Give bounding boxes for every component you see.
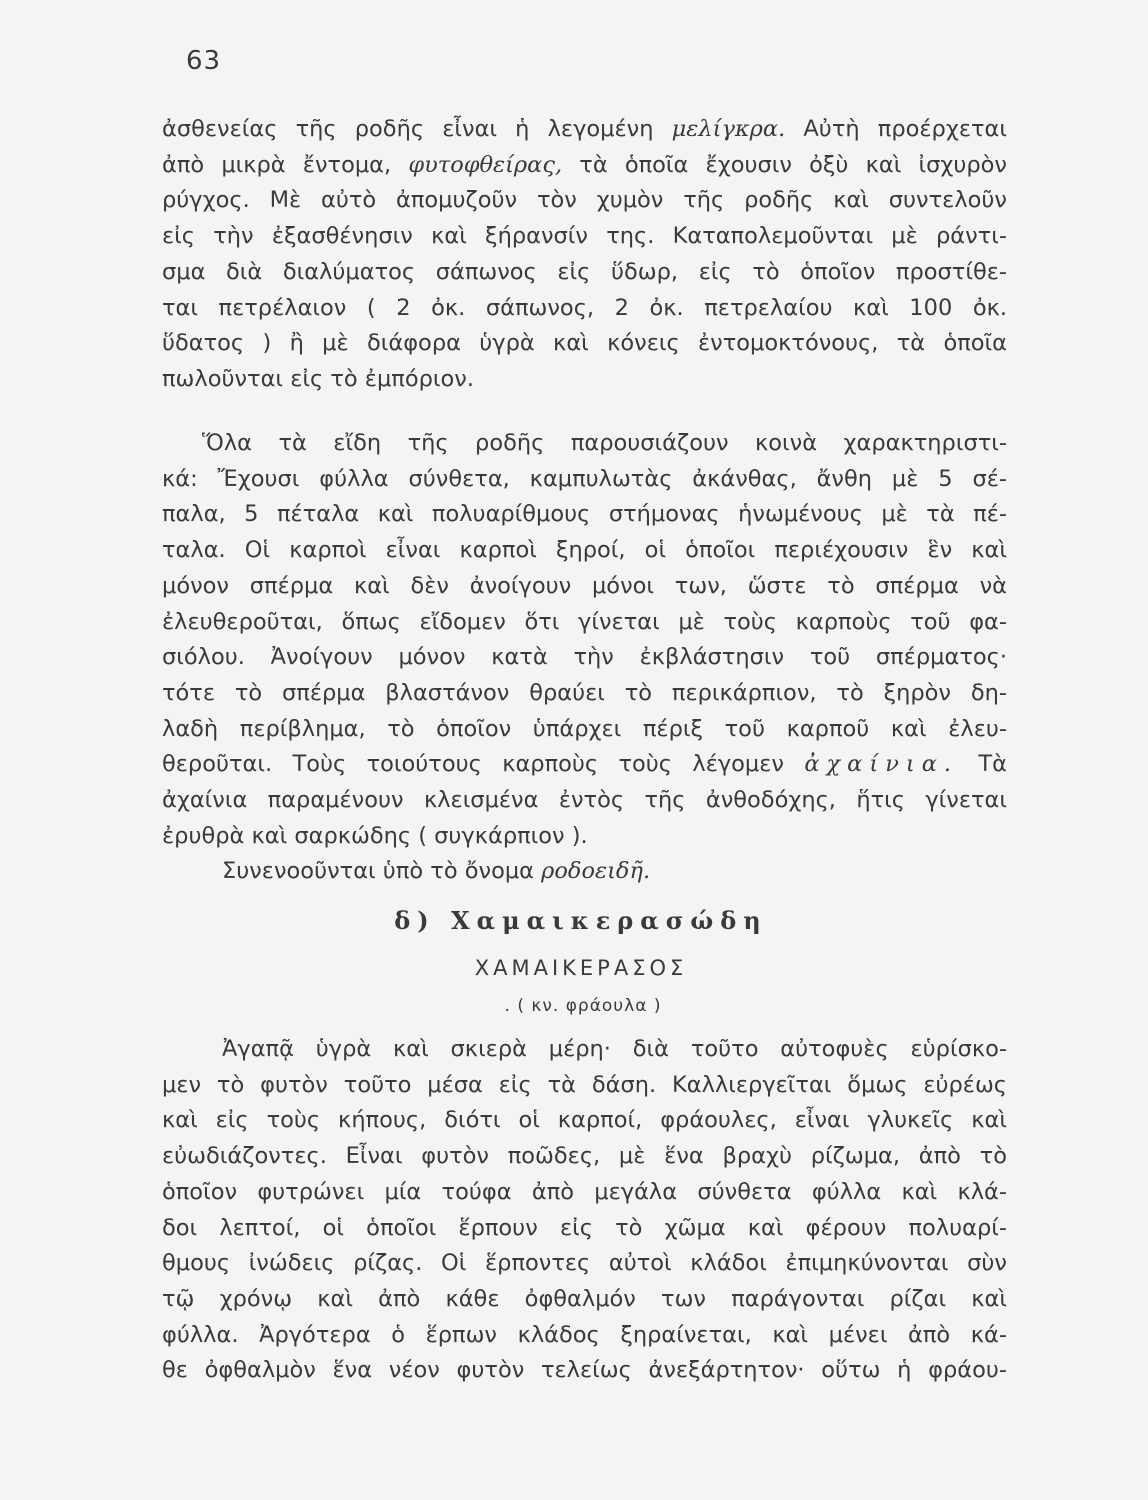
italic-term: μελίγκρα. <box>671 116 786 142</box>
text-line: ὁποῖον φυτρώνει μία τούφα ἀπὸ μεγάλα σύνθετα φύλλα καὶ κλά- <box>162 1178 1007 1205</box>
paragraph-strawberry <box>162 1032 1007 1389</box>
text-line: θμους ἰνώδεις ρίζας. Οἱ ἕρποντες αὐτοὶ κλάδοι ἐπιμηκύνονται σὺν <box>162 1250 1007 1277</box>
text-line: λαδὴ περίβλημα, τὸ ὁποῖον ὑπάρχει πέριξ τοῦ καρποῦ καὶ ἐλευ- <box>162 715 1007 742</box>
text-line: ταλα. Οἱ καρποὶ εἶναι καρποὶ ξηροί, οἱ ὁποῖοι περιέχουσιν ἓν καὶ <box>162 537 1007 564</box>
text-line: φύλλα. Ἀργότερα ὁ ἕρπων κλάδος ξηραίνεται, καὶ μένει ἀπὸ κά- <box>162 1321 1007 1348</box>
text-line: δοι λεπτοί, οἱ ὁποῖοι ἕρπουν εἰς τὸ χῶμα καὶ φέρουν πολυαρί- <box>162 1214 1007 1241</box>
text-line: σιόλου. Ἀνοίγουν μόνον κατὰ τὴν ἐκβλάστησιν τοῦ σπέρματος· <box>162 644 1007 671</box>
section-subtitle: ΧΑΜΑΙΚΕΡΑΣΟΣ <box>474 956 688 980</box>
text-line: ἐλευθεροῦται, ὅπως εἴδομεν ὅτι γίνεται μὲ τοὺς καρποὺς τοῦ φα- <box>162 608 1007 635</box>
paragraph-rose-disease <box>162 112 1007 398</box>
text-line: καὶ εἰς τοὺς κήπους, διότι οἱ καρποί, φράουλες, εἶναι γλυκεῖς καὶ <box>162 1107 1007 1134</box>
text-line: ἀσθενείας τῆς ροδῆς εἶναι ἡ λεγομένη μελίγκρα. Αὐτὴ προέρχεται <box>162 116 1007 142</box>
italic-term: ροδοειδῆ. <box>541 858 651 885</box>
text-line: ὕδατος ) ἢ μὲ διάφορα ὑγρὰ καὶ κόνεις ἐντομοκτόνους, τὰ ὁποῖα <box>162 330 1007 357</box>
page-number: 63 <box>186 46 222 76</box>
text-line: σμα διὰ διαλύματος σάπωνος εἰς ὕδωρ, εἰς τὸ ὁποῖον προστίθε- <box>162 258 1007 285</box>
section-heading: δ) Χαμαικερασώδη <box>394 906 768 935</box>
text-line: Ὅλα τὰ εἴδη τῆς ροδῆς παρουσιάζουν κοινὰ χαρακτηριστι- <box>202 430 1007 456</box>
text-line: Ἀγαπᾷ ὑγρὰ καὶ σκιερὰ μέρη· διὰ τοῦτο αὐτοφυὲς εὑρίσκο- <box>222 1036 1007 1062</box>
text-line: Συνενοοῦνται ὑπὸ τὸ ὄνομα ροδοειδῆ. <box>222 858 651 885</box>
text-line: παλα, 5 πέταλα καὶ πολυαρίθμους στήμονας ἡνωμένους μὲ τὰ πέ- <box>162 501 1007 528</box>
spaced-term: ἀχαίνια. <box>804 751 959 778</box>
text-line: θε ὀφθαλμὸν ἕνα νέον φυτὸν τελείως ἀνεξάρτητον· οὕτω ἡ φράου- <box>162 1357 1007 1384</box>
section-common-name: . ( κν. φράουλα ) <box>504 996 662 1016</box>
paragraph-rose-characteristics <box>162 426 1007 890</box>
text-line: εὐωδιάζοντες. Εἶναι φυτὸν ποῶδες, μὲ ἕνα βραχὺ ρίζωμα, ἀπὸ τὸ <box>162 1143 1007 1170</box>
text-line: θεροῦται. Τοὺς τοιούτους καρποὺς τοὺς λέγομεν ἀχαίνια. Τὰ <box>162 751 1007 778</box>
text-line: μεν τὸ φυτὸν τοῦτο μέσα εἰς τὰ δάση. Καλλιεργεῖται ὅμως εὐρέως <box>162 1071 1007 1098</box>
text-line: ἐρυθρὰ καὶ σαρκώδης ( συγκάρπιον ). <box>162 822 588 849</box>
text-line: τῷ χρόνῳ καὶ ἀπὸ κάθε ὀφθαλμόν των παράγονται ρίζαι καὶ <box>162 1285 1007 1312</box>
text-line: ρύγχος. Μὲ αὐτὸ ἀπομυζοῦν τὸν χυμὸν τῆς ροδῆς καὶ συντελοῦν <box>162 187 1007 214</box>
text-line: πωλοῦνται εἰς τὸ ἐμπόριον. <box>162 365 474 392</box>
text-line: ἀχαίνια παραμένουν κλεισμένα ἐντὸς τῆς ἀνθοδόχης, ἥτις γίνεται <box>162 787 1007 814</box>
text-line: τότε τὸ σπέρμα βλαστάνον θραύει τὸ περικάρπιον, τὸ ξηρὸν δη- <box>162 679 1007 706</box>
text-line: μόνον σπέρμα καὶ δὲν ἀνοίγουν μόνοι των, ὥστε τὸ σπέρμα νὰ <box>162 572 1007 599</box>
text-line: κά: Ἔχουσι φύλλα σύνθετα, καμπυλωτὰς ἀκάνθας, ἄνθη μὲ 5 σέ- <box>162 465 1007 492</box>
text-line: εἰς τὴν ἐξασθένησιν καὶ ξήρανσίν της. Καταπολεμοῦνται μὲ ράντι- <box>162 223 1007 250</box>
text-line: ἀπὸ μικρὰ ἔντομα, φυτοφθείρας, τὰ ὁποῖα ἔχουσιν ὀξὺ καὶ ἰσχυρὸν <box>162 151 1007 178</box>
italic-term: φυτοφθείρας, <box>408 151 563 178</box>
text-line: ται πετρέλαιον ( 2 ὀκ. σάπωνος, 2 ὀκ. πετρελαίου καὶ 100 ὀκ. <box>162 294 1007 321</box>
